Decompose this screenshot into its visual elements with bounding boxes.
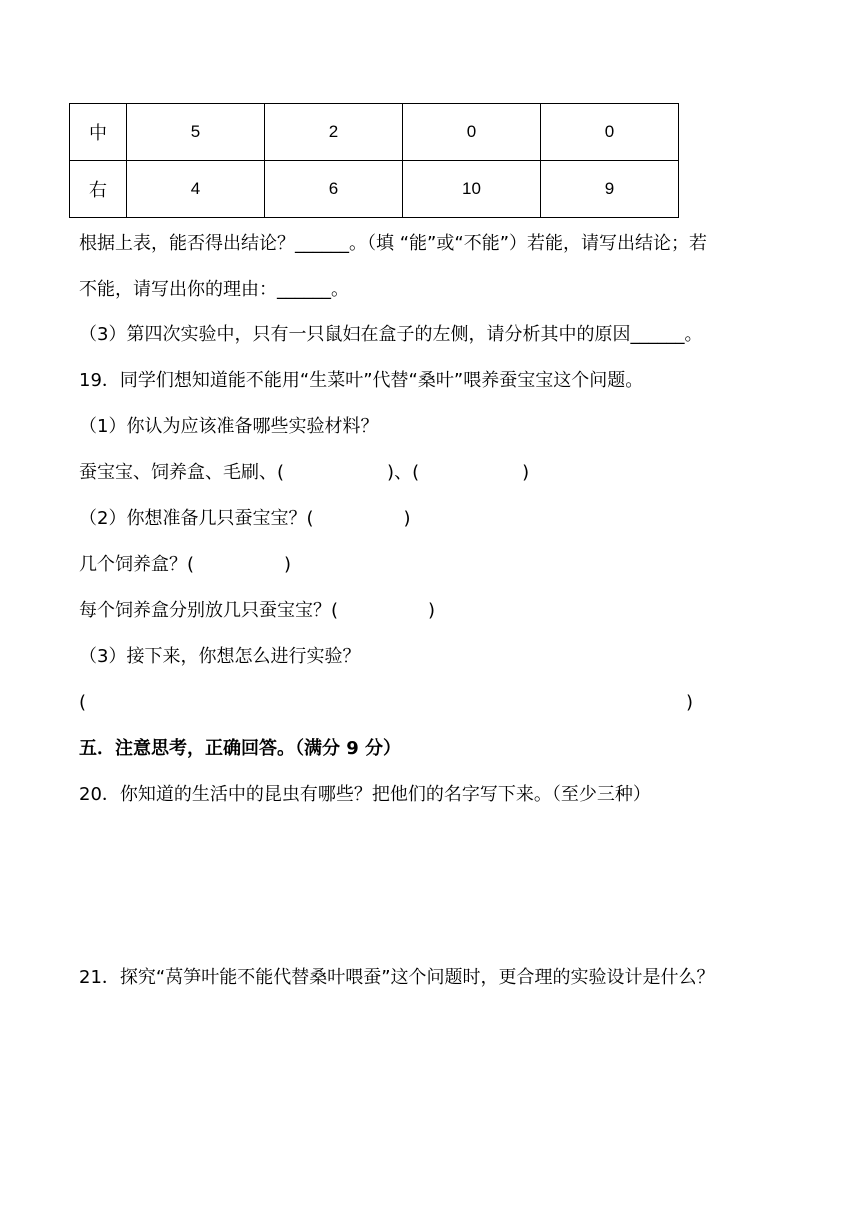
q19-sub2: （2）你想准备几只蚕宝宝？ — [79, 508, 307, 529]
q21-text: 21．探究“莴笋叶能不能代替桑叶喂蚕”这个问题时，更合理的实验设计是什么？ — [79, 967, 715, 988]
q19-per-box-line — [79, 599, 435, 623]
separator: 、 — [394, 462, 413, 483]
table-cell: 0 — [541, 104, 679, 161]
section-5-heading: 五．注意思考，正确回答。（满分 9 分） — [79, 738, 402, 759]
close-paren: ) — [284, 554, 292, 575]
q20-text: 20．你知道的生活中的昆虫有哪些？把他们的名字写下来。（至少三种） — [79, 784, 651, 805]
open-paren: ( — [277, 462, 285, 483]
q19-procedure-line — [79, 691, 699, 715]
open-paren: ( — [187, 554, 195, 575]
close-paren: ) — [686, 692, 694, 713]
row-label: 中 — [70, 104, 127, 161]
q19-title: 19．同学们想知道能不能用“生菜叶”代替“桑叶”喂养蚕宝宝这个问题。 — [79, 370, 644, 391]
table-cell: 0 — [403, 104, 541, 161]
q19-boxes-line — [79, 553, 291, 577]
q19-boxes: 几个饲养盒？ — [79, 554, 187, 575]
close-paren: ) — [403, 508, 411, 529]
q19-sub3: （3）接下来，你想怎么进行实验？ — [79, 646, 361, 667]
table-cell: 6 — [265, 161, 403, 218]
table-cell: 5 — [127, 104, 265, 161]
close-paren: ) — [428, 600, 436, 621]
table-cell: 10 — [403, 161, 541, 218]
table-row — [70, 161, 679, 218]
materials-prefix: 蚕宝宝、饲养盒、毛刷、 — [79, 462, 277, 483]
q18-reason-line: 不能，请写出你的理由：______。 — [79, 279, 349, 300]
open-paren: ( — [331, 600, 339, 621]
close-paren: ) — [522, 462, 530, 483]
table-cell: 9 — [541, 161, 679, 218]
q19-sub1: （1）你认为应该准备哪些实验材料？ — [79, 416, 379, 437]
experiment-result-table — [69, 103, 679, 218]
table-cell: 4 — [127, 161, 265, 218]
q18-conclusion-line: 根据上表，能否得出结论？______。（填 “能”或“不能”）若能，请写出结论；若 — [79, 233, 708, 254]
q19-sub2-line — [79, 507, 411, 531]
table-cell: 2 — [265, 104, 403, 161]
open-paren: ( — [412, 462, 420, 483]
table-row — [70, 104, 679, 161]
open-paren: ( — [79, 692, 87, 713]
q19-per-box: 每个饲养盒分别放几只蚕宝宝？ — [79, 600, 331, 621]
q18-sub3-line: （3）第四次实验中，只有一只鼠妇在盒子的左侧，请分析其中的原因______。 — [79, 324, 703, 345]
q19-materials-line — [79, 461, 529, 485]
row-label: 右 — [70, 161, 127, 218]
close-paren: ) — [387, 462, 395, 483]
open-paren: ( — [306, 508, 314, 529]
